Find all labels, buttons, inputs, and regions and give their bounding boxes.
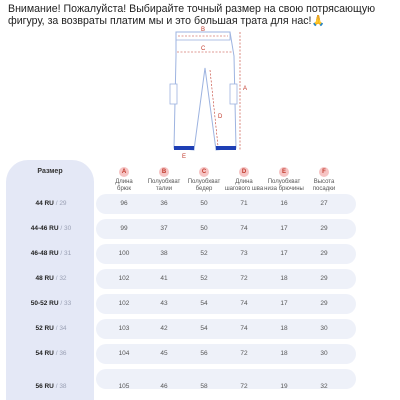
- cell-d: 72: [240, 275, 248, 282]
- cell-f: 32: [320, 383, 328, 390]
- column-badge-b: B: [159, 167, 169, 177]
- cell-a: 103: [118, 325, 130, 332]
- diagram-label-c: C: [201, 46, 206, 52]
- cell-c: 50: [200, 200, 208, 207]
- cell-b: 46: [160, 383, 168, 390]
- cell-e: 18: [280, 325, 288, 332]
- cell-f: 29: [320, 250, 328, 257]
- cell-c: 52: [200, 275, 208, 282]
- cell-e: 17: [280, 300, 288, 307]
- cell-b: 41: [160, 275, 168, 282]
- left-hem: [174, 146, 194, 150]
- cell-d: 72: [240, 383, 248, 390]
- column-label-b: Полуобхват талии: [147, 179, 181, 192]
- cell-e: 17: [280, 225, 288, 232]
- cell-e: 18: [280, 350, 288, 357]
- diagram-label-e: E: [182, 154, 187, 160]
- cell-f: 30: [320, 325, 328, 332]
- cell-d: 71: [240, 200, 248, 207]
- cell-c: 54: [200, 325, 208, 332]
- diagram-label-b: B: [201, 27, 206, 33]
- cell-f: 29: [320, 300, 328, 307]
- cell-f: 29: [320, 275, 328, 282]
- size-cell: 44-46 RU / 30: [30, 225, 72, 232]
- left-cargo-pocket: [170, 84, 177, 104]
- cell-d: 72: [240, 350, 248, 357]
- column-label-a: Длина брюк: [115, 179, 133, 192]
- cell-e: 17: [280, 250, 288, 257]
- diagram-label-a: A: [243, 86, 248, 92]
- cell-f: 29: [320, 225, 328, 232]
- cell-c: 50: [200, 225, 208, 232]
- cell-b: 43: [160, 300, 168, 307]
- cell-c: 58: [200, 383, 208, 390]
- diagram-label-d: D: [218, 114, 223, 120]
- cell-d: 74: [240, 300, 248, 307]
- size-cell: 48 RU / 32: [35, 275, 67, 282]
- cell-b: 42: [160, 325, 168, 332]
- column-badge-a: A: [119, 167, 129, 177]
- pants-diagram: [160, 26, 250, 162]
- cell-a: 102: [118, 300, 130, 307]
- cell-a: 102: [118, 275, 130, 282]
- size-table: [6, 160, 396, 400]
- cell-a: 105: [118, 383, 130, 390]
- cell-f: 27: [320, 200, 328, 207]
- cell-c: 54: [200, 300, 208, 307]
- cell-d: 74: [240, 325, 248, 332]
- size-cell: 52 RU / 34: [35, 325, 67, 332]
- cell-a: 104: [118, 350, 130, 357]
- column-label-c: Полуобхват бедер: [187, 179, 221, 192]
- cell-a: 100: [118, 250, 130, 257]
- cell-e: 18: [280, 275, 288, 282]
- column-badge-c: C: [199, 167, 209, 177]
- cell-e: 19: [280, 383, 288, 390]
- notice-text: Внимание! Пожалуйста! Выбирайте точный размер на свою потрясающую фигуру, за возвраты платим мы и это большая трата для нас!🙏: [8, 3, 376, 27]
- cell-b: 37: [160, 225, 168, 232]
- cell-f: 30: [320, 350, 328, 357]
- size-cell: 44 RU / 29: [35, 200, 67, 207]
- cell-e: 16: [280, 200, 288, 207]
- column-label-d: Длина шагового шва: [224, 179, 264, 192]
- column-label-f: Высота посадки: [312, 179, 336, 192]
- cell-c: 52: [200, 250, 208, 257]
- size-cell: 56 RU / 38: [35, 383, 67, 390]
- size-header: Размер: [37, 168, 63, 175]
- right-hem: [216, 146, 236, 150]
- column-badge-d: D: [239, 167, 249, 177]
- cell-b: 45: [160, 350, 168, 357]
- column-badge-e: E: [279, 167, 289, 177]
- column-badge-f: F: [319, 167, 329, 177]
- cell-a: 99: [120, 225, 128, 232]
- size-cell: 50-52 RU / 33: [30, 300, 72, 307]
- cell-d: 73: [240, 250, 248, 257]
- cell-d: 74: [240, 225, 248, 232]
- size-cell: 54 RU / 36: [35, 350, 67, 357]
- cell-b: 36: [160, 200, 168, 207]
- right-cargo-pocket: [230, 84, 237, 104]
- size-cell: 46-48 RU / 31: [30, 250, 72, 257]
- cell-c: 56: [200, 350, 208, 357]
- cell-a: 96: [120, 200, 128, 207]
- column-label-e: Полуобхват низа брючины: [264, 179, 304, 192]
- cell-b: 38: [160, 250, 168, 257]
